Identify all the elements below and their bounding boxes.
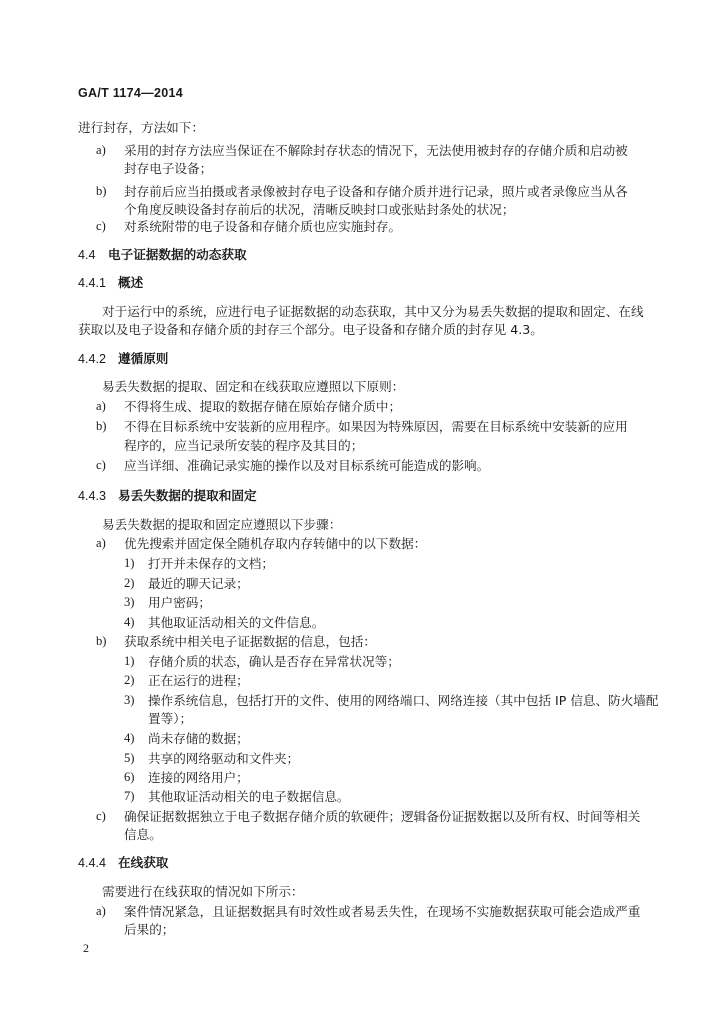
sub-list-item: 打开并未保存的文档； <box>148 556 274 571</box>
page-number: 2 <box>83 941 89 955</box>
list-item-a-line1: 优先搜索并固定保全随机存取内存转储中的以下数据： <box>124 536 427 551</box>
sub-list-item: 连接的网络用户； <box>148 770 249 785</box>
section-number: 4.4.2 <box>78 352 107 366</box>
list-item-c-line1: 对系统附带的电子设备和存储介质也应实施封存。 <box>124 219 402 234</box>
sub-list-marker: 7) <box>124 789 135 803</box>
section-number: 4.4.3 <box>78 489 107 503</box>
list-marker-b: b) <box>96 634 107 648</box>
sub-list-marker: 5) <box>124 751 135 765</box>
list-marker-a: a) <box>96 399 106 413</box>
standard-code: GA/T 1174—2014 <box>78 86 183 100</box>
section-heading-4-4-4 <box>78 855 168 871</box>
list-item-a-line1: 不得将生成、提取的数据存储在原始存储介质中； <box>124 399 402 414</box>
paragraph-intro: 易丢失数据的提取、固定和在线获取应遵照以下原则： <box>102 379 405 394</box>
section-heading-4-4-3 <box>78 488 257 504</box>
section-heading-4-4-2 <box>78 351 168 367</box>
list-item-a-line1: 案件情况紧急，且证据数据具有时效性或者易丢失性，在现场不实施数据获取可能会造成严重 <box>124 904 641 919</box>
list-marker-c: c) <box>96 219 106 233</box>
section-heading-4-4-1 <box>78 275 143 291</box>
sub-list-marker: 2) <box>124 576 135 590</box>
section-title: 易丢失数据的提取和固定 <box>118 488 257 503</box>
list-marker-a: a) <box>96 904 106 918</box>
paragraph-intro: 易丢失数据的提取和固定应遵照以下步骤： <box>102 517 342 532</box>
list-item-b-line1: 获取系统中相关电子证据数据的信息，包括： <box>124 634 376 649</box>
sub-list-item: 其他取证活动相关的电子数据信息。 <box>148 789 350 804</box>
list-item-c-line1: 确保证据数据独立于电子数据存储介质的软硬件；逻辑备份证据数据以及所有权、时间等相关 <box>124 809 641 824</box>
sub-list-item-continuation: 置等）； <box>148 711 193 726</box>
list-marker-c: c) <box>96 458 106 472</box>
sub-list-marker: 1) <box>124 654 135 668</box>
paragraph-intro: 进行封存，方法如下： <box>78 120 204 135</box>
sub-list-marker: 1) <box>124 556 135 570</box>
list-marker-a: a) <box>96 536 106 550</box>
list-item-c-line1: 应当详细、准确记录实施的操作以及对目标系统可能造成的影响。 <box>124 458 490 473</box>
section-title: 概述 <box>118 275 144 290</box>
list-item-a-line2: 封存电子设备； <box>124 161 213 176</box>
list-item-a-line2: 后果的； <box>124 922 175 937</box>
section-title: 遵循原则 <box>118 351 169 366</box>
sub-list-marker: 3) <box>124 693 135 707</box>
sub-list-item: 操作系统信息，包括打开的文件、使用的网络端口、网络连接（其中包括 IP 信息、防火墙配 <box>148 693 659 708</box>
sub-list-item: 最近的聊天记录； <box>148 576 249 591</box>
sub-list-item: 正在运行的进程； <box>148 673 249 688</box>
section-heading-4-4 <box>78 247 247 263</box>
list-item-b-line1: 不得在目标系统中安装新的应用程序。如果因为特殊原因，需要在目标系统中安装新的应用 <box>124 419 628 434</box>
sub-list-marker: 6) <box>124 770 135 784</box>
sub-list-item: 存储介质的状态，确认是否存在异常状况等； <box>148 654 400 669</box>
paragraph-intro: 需要进行在线获取的情况如下所示： <box>102 884 304 899</box>
section-number: 4.4 <box>78 248 96 262</box>
sub-list-item: 用户密码； <box>148 595 211 610</box>
list-marker-b: b) <box>96 184 107 198</box>
sub-list-marker: 4) <box>124 731 135 745</box>
section-number: 4.4.4 <box>78 856 107 870</box>
list-item-b-line2: 程序的，应当记录所安装的程序及其目的； <box>124 438 364 453</box>
sub-list-item: 尚未存储的数据； <box>148 731 249 746</box>
section-title: 在线获取 <box>118 855 169 870</box>
list-marker-a: a) <box>96 143 106 157</box>
list-item-c-line2: 信息。 <box>124 827 162 842</box>
paragraph-line: 获取以及电子设备和存储介质的封存三个部分。电子设备和存储介质的封存见 4.3。 <box>78 322 543 337</box>
list-marker-b: b) <box>96 419 107 433</box>
sub-list-item: 共享的网络驱动和文件夹； <box>148 751 300 766</box>
sub-list-marker: 2) <box>124 673 135 687</box>
sub-list-marker: 3) <box>124 595 135 609</box>
paragraph-line: 对于运行中的系统，应进行电子证据数据的动态获取，其中又分为易丢失数据的提取和固定、在线 <box>102 304 644 319</box>
section-number: 4.4.1 <box>78 276 107 290</box>
sub-list-marker: 4) <box>124 615 135 629</box>
list-item-a-line1: 采用的封存方法应当保证在不解除封存状态的情况下，无法使用被封存的存储介质和启动被 <box>124 143 628 158</box>
list-item-b-line2: 个角度反映设备封存前后的状况，清晰反映封口或张贴封条处的状况； <box>124 202 515 217</box>
sub-list-item: 其他取证活动相关的文件信息。 <box>148 615 325 630</box>
section-title: 电子证据数据的动态获取 <box>108 247 247 262</box>
list-item-b-line1: 封存前后应当拍摄或者录像被封存电子设备和存储介质并进行记录，照片或者录像应当从各 <box>124 184 628 199</box>
list-marker-c: c) <box>96 809 106 823</box>
